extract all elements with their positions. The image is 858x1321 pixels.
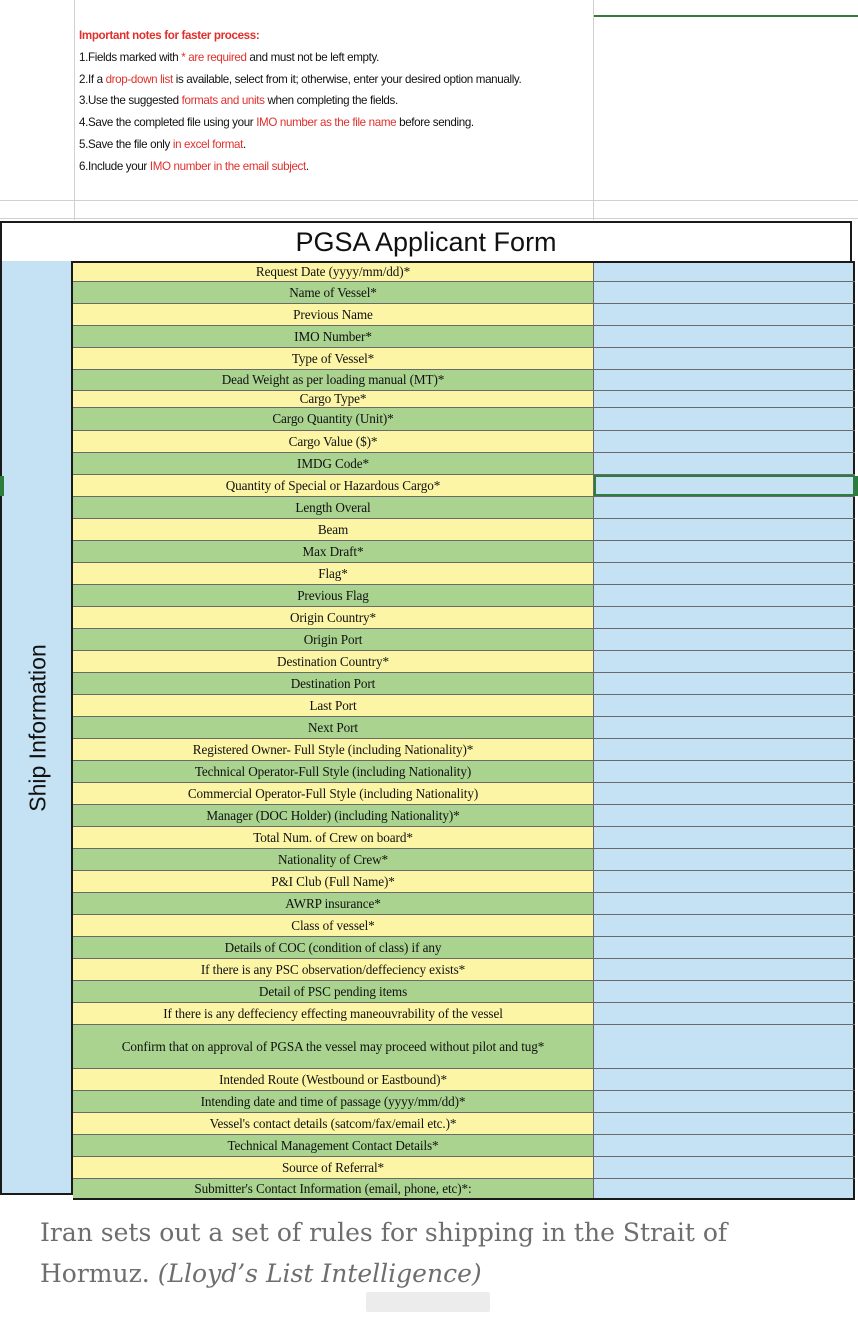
field-value-cell[interactable] [594, 1091, 855, 1112]
form-row [73, 827, 855, 849]
form-row [73, 304, 855, 326]
field-value-cell[interactable] [594, 805, 855, 826]
form-row [73, 541, 855, 563]
form-row [73, 717, 855, 739]
field-value-cell[interactable] [594, 981, 855, 1002]
field-label: Source of Referral* [73, 1157, 594, 1178]
selected-cell-border [594, 15, 858, 17]
field-value-cell[interactable] [594, 739, 855, 760]
field-value-cell[interactable] [594, 651, 855, 672]
field-label: Intended Route (Westbound or Eastbound)* [73, 1069, 594, 1090]
note-number: 4. [79, 116, 88, 130]
field-value-cell[interactable] [594, 431, 855, 452]
form-row [73, 1091, 855, 1113]
form-row [73, 1135, 855, 1157]
selection-edge-marker [854, 476, 858, 496]
notes-panel [0, 0, 858, 220]
field-value-cell[interactable] [594, 408, 855, 430]
field-label: IMO Number* [73, 326, 594, 347]
field-label: Cargo Quantity (Unit)* [73, 408, 594, 430]
field-label: Request Date (yyyy/mm/dd)* [73, 263, 594, 281]
field-label: Length Overal [73, 497, 594, 518]
grid-line [0, 218, 858, 219]
note-item [79, 69, 589, 91]
form-row [73, 261, 855, 282]
field-label: P&I Club (Full Name)* [73, 871, 594, 892]
note-text: is available, select from it; otherwise, enter your desired option manually. [172, 72, 522, 86]
important-notes [79, 25, 589, 178]
note-highlight: IMO number in the email subject [149, 159, 306, 173]
field-label: Flag* [73, 563, 594, 584]
grid-line [593, 0, 594, 220]
notes-list [79, 47, 589, 178]
field-value-cell[interactable] [594, 849, 855, 870]
field-label: Quantity of Special or Hazardous Cargo* [73, 475, 594, 496]
note-number: 6. [79, 159, 88, 173]
form-row [73, 1003, 855, 1025]
field-label: IMDG Code* [73, 453, 594, 474]
note-highlight: formats and units [181, 94, 265, 108]
field-value-cell[interactable] [594, 871, 855, 892]
form-row [73, 408, 855, 431]
field-label: Previous Name [73, 304, 594, 325]
field-label: Class of vessel* [73, 915, 594, 936]
field-label: Origin Port [73, 629, 594, 650]
note-text: . [305, 159, 309, 173]
grid-line [0, 200, 858, 201]
field-value-cell[interactable] [594, 1157, 855, 1178]
field-label: Max Draft* [73, 541, 594, 562]
note-text: Save the completed file using your [87, 116, 257, 130]
field-value-cell[interactable] [594, 915, 855, 936]
field-label: Previous Flag [73, 585, 594, 606]
note-item [79, 134, 589, 156]
field-value-cell[interactable] [594, 1069, 855, 1090]
note-highlight: * are required [181, 50, 247, 64]
field-label: Total Num. of Crew on board* [73, 827, 594, 848]
field-label: If there is any deffeciency effecting maneouvrability of the vessel [73, 1003, 594, 1024]
field-value-cell[interactable] [594, 326, 855, 347]
field-label: Technical Operator-Full Style (including Nationality) [73, 761, 594, 782]
selection-edge-marker [0, 476, 4, 496]
form-row [73, 849, 855, 871]
form-row [73, 585, 855, 607]
note-highlight: drop-down list [105, 72, 173, 86]
form-row [73, 326, 855, 348]
form-row [73, 453, 855, 475]
note-number: 5. [79, 137, 88, 151]
field-value-cell[interactable] [594, 959, 855, 980]
note-item [79, 156, 589, 178]
field-label: Cargo Value ($)* [73, 431, 594, 452]
form-row [73, 519, 855, 541]
field-label: Detail of PSC pending items [73, 981, 594, 1002]
form-row [73, 497, 855, 519]
note-item [79, 90, 589, 112]
field-value-cell[interactable] [594, 827, 855, 848]
field-value-cell[interactable] [594, 1025, 855, 1068]
caption-text: Iran sets out a set of rules for shipping in the Strait of Hormuz. [40, 1218, 728, 1288]
field-value-cell[interactable] [594, 585, 855, 606]
note-text: Fields marked with [87, 50, 182, 64]
field-label: Confirm that on approval of PGSA the vessel may proceed without pilot and tug* [73, 1025, 594, 1068]
form-row [73, 1069, 855, 1091]
field-label: Technical Management Contact Details* [73, 1135, 594, 1156]
field-value-cell[interactable] [594, 475, 855, 496]
form-row [73, 563, 855, 585]
form-row [73, 431, 855, 453]
field-label: Submitter's Contact Information (email, phone, etc)*: [73, 1179, 594, 1198]
field-label: Nationality of Crew* [73, 849, 594, 870]
field-value-cell[interactable] [594, 541, 855, 562]
note-text: . [243, 137, 246, 151]
form-row [73, 673, 855, 695]
form-row [73, 475, 855, 497]
form-row [73, 761, 855, 783]
field-label: Dead Weight as per loading manual (MT)* [73, 370, 594, 390]
field-label: Next Port [73, 717, 594, 738]
field-label: AWRP insurance* [73, 893, 594, 914]
note-text: Include your [87, 159, 150, 173]
note-highlight: in excel format [172, 137, 243, 151]
field-value-cell[interactable] [594, 370, 855, 390]
form-row [73, 651, 855, 673]
field-value-cell[interactable] [594, 497, 855, 518]
field-value-cell[interactable] [594, 1135, 855, 1156]
section-column [0, 261, 73, 1195]
field-label: Registered Owner- Full Style (including Nationality)* [73, 739, 594, 760]
form-row [73, 1179, 855, 1200]
field-value-cell[interactable] [594, 695, 855, 716]
form-row [73, 695, 855, 717]
form-row [73, 391, 855, 408]
form-row [73, 1113, 855, 1135]
field-value-cell[interactable] [594, 629, 855, 650]
form-row [73, 937, 855, 959]
field-value-cell[interactable] [594, 893, 855, 914]
field-value-cell[interactable] [594, 348, 855, 369]
field-value-cell[interactable] [594, 263, 855, 281]
form-row [73, 348, 855, 370]
note-item [79, 47, 589, 69]
field-value-cell[interactable] [594, 1003, 855, 1024]
form-row [73, 959, 855, 981]
field-value-cell[interactable] [594, 673, 855, 694]
note-highlight: IMO number as the file name [256, 116, 397, 130]
field-value-cell[interactable] [594, 717, 855, 738]
field-value-cell[interactable] [594, 607, 855, 628]
field-label: Intending date and time of passage (yyyy/mm/dd)* [73, 1091, 594, 1112]
form-row [73, 282, 855, 304]
field-label: Type of Vessel* [73, 348, 594, 369]
pgsa-form [0, 221, 858, 1196]
form-row [73, 893, 855, 915]
field-value-cell[interactable] [594, 1179, 855, 1198]
form-fields [73, 261, 855, 1200]
field-label: Destination Country* [73, 651, 594, 672]
caption-source: (Lloyd’s List Intelligence) [157, 1259, 482, 1288]
form-row [73, 805, 855, 827]
field-value-cell[interactable] [594, 563, 855, 584]
field-label: Details of COC (condition of class) if any [73, 937, 594, 958]
form-row [73, 370, 855, 391]
note-number: 3. [79, 94, 88, 108]
section-label-ship-information: Ship Information [24, 644, 51, 812]
field-value-cell[interactable] [594, 304, 855, 325]
field-value-cell[interactable] [594, 937, 855, 958]
field-label: Origin Country* [73, 607, 594, 628]
note-item [79, 112, 589, 134]
note-text: Use the suggested [87, 94, 182, 108]
form-row [73, 607, 855, 629]
field-value-cell[interactable] [594, 1113, 855, 1134]
form-row [73, 915, 855, 937]
form-row [73, 629, 855, 651]
field-value-cell[interactable] [594, 282, 855, 303]
field-label: Last Port [73, 695, 594, 716]
field-label: Destination Port [73, 673, 594, 694]
field-label: Cargo Type* [73, 391, 594, 407]
notes-header: Important notes for faster process: [79, 29, 260, 42]
form-row [73, 1157, 855, 1179]
note-text: before sending. [396, 116, 474, 130]
field-label: If there is any PSC observation/deffeciency exists* [73, 959, 594, 980]
form-row [73, 981, 855, 1003]
field-label: Vessel's contact details (satcom/fax/email etc.)* [73, 1113, 594, 1134]
form-title: PGSA Applicant Form [0, 221, 852, 261]
field-label: Commercial Operator-Full Style (including Nationality) [73, 783, 594, 804]
form-row [73, 783, 855, 805]
field-label: Manager (DOC Holder) (including Nationality)* [73, 805, 594, 826]
field-label: Beam [73, 519, 594, 540]
note-text: Save the file only [87, 137, 173, 151]
note-text: and must not be left empty. [246, 50, 379, 64]
grid-line [74, 0, 75, 220]
field-value-cell[interactable] [594, 519, 855, 540]
field-label: Name of Vessel* [73, 282, 594, 303]
form-row [73, 871, 855, 893]
form-row [73, 739, 855, 761]
field-value-cell[interactable] [594, 391, 855, 407]
note-number: 2. [79, 72, 88, 86]
note-number: 1. [79, 50, 88, 64]
note-text: If a [87, 72, 106, 86]
field-value-cell[interactable] [594, 783, 855, 804]
note-text: when completing the fields. [264, 94, 398, 108]
image-caption [40, 1212, 820, 1294]
field-value-cell[interactable] [594, 453, 855, 474]
scroll-indicator[interactable] [366, 1292, 490, 1312]
form-row [73, 1025, 855, 1069]
field-value-cell[interactable] [594, 761, 855, 782]
